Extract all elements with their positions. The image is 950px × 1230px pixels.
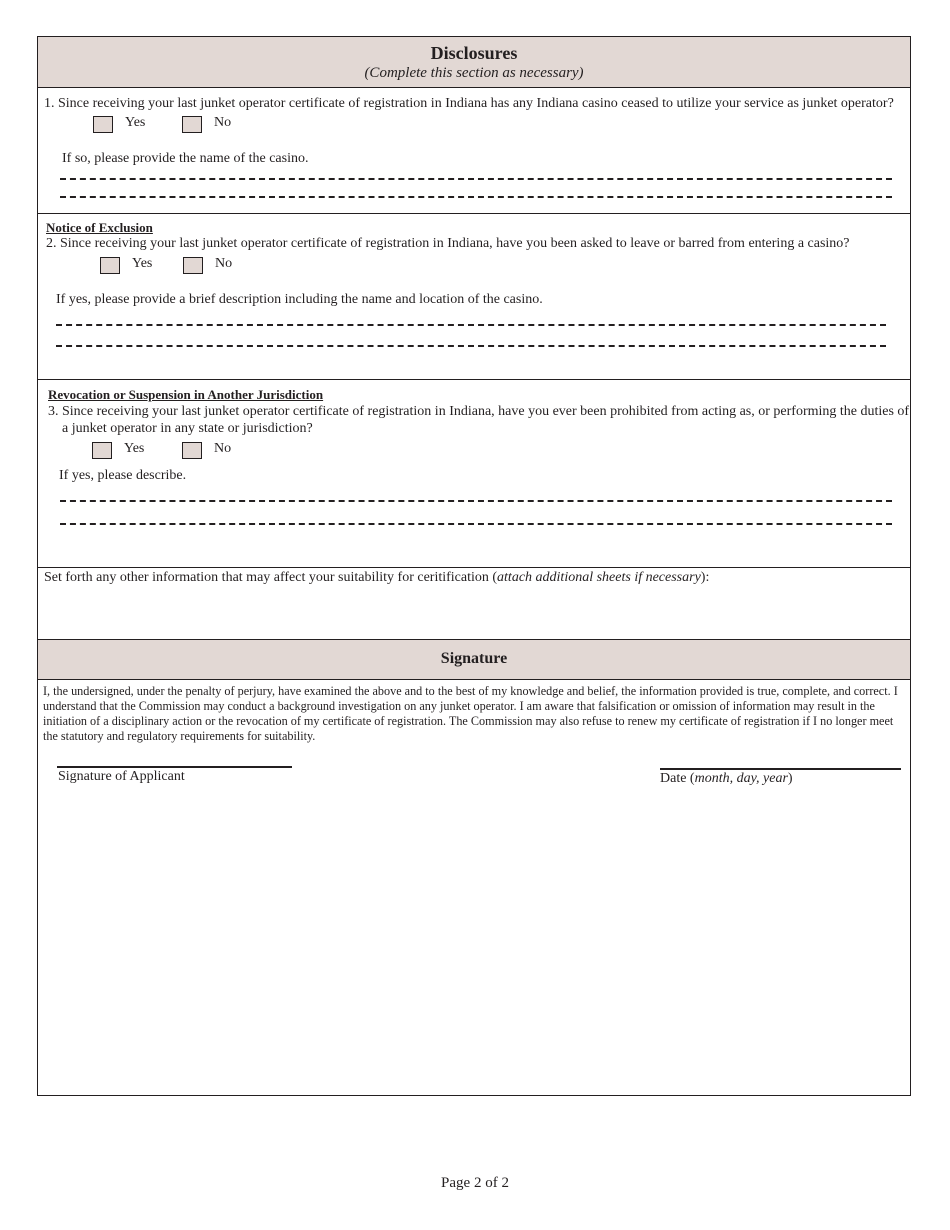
q2-yes-checkbox[interactable] xyxy=(100,257,120,274)
applicant-signature-line[interactable] xyxy=(57,766,292,768)
question-1-section xyxy=(38,88,910,214)
page-number: Page 2 of 2 xyxy=(441,1175,509,1191)
disclosures-header xyxy=(38,37,910,88)
question-1-text: 1. Since receiving your last junket operator certificate of registration in Indiana has any Indiana casino ceased to utilize your service as junket operator? xyxy=(44,96,894,111)
q1-answer-line-1[interactable] xyxy=(60,178,892,180)
q3-no-checkbox[interactable] xyxy=(182,442,202,459)
perjury-declaration: I, the undersigned, under the penalty of perjury, have examined the above and to the best of my knowledge and belief, the information provided is true, complete, and correct. I understand that the Commission may conduct a background investigation on any junket operator. I am aware that falsification or omission of information may result in the initiation of a disciplinary action or the revocation of my certificate of registration. The Commission may also refuse to renew my certificate of registration if I no longer meet the statutory and regulatory requirements for suitability. xyxy=(43,684,898,743)
q2-answer-line-1[interactable] xyxy=(56,324,886,326)
q1-yes-checkbox[interactable] xyxy=(93,116,113,133)
q1-no-checkbox[interactable] xyxy=(182,116,202,133)
date-label: Date (month, day, year) xyxy=(660,771,793,786)
notice-of-exclusion-heading: Notice of Exclusion xyxy=(46,220,153,235)
signature-header xyxy=(38,640,910,680)
signature-title: Signature xyxy=(440,650,508,667)
date-signature-line[interactable] xyxy=(660,768,901,770)
q1-answer-line-2[interactable] xyxy=(60,196,892,198)
question-2-section xyxy=(38,214,910,380)
q1-followup-text: If so, please provide the name of the casino. xyxy=(62,151,309,166)
disclosures-subtitle: (Complete this section as necessary) xyxy=(364,65,584,81)
question-3-section xyxy=(38,380,910,568)
disclosures-title: Disclosures xyxy=(430,43,518,63)
other-information-prompt: Set forth any other information that may affect your suitability for ceritification (attach additional sheets if necessary): xyxy=(44,570,710,585)
q1-no-label: No xyxy=(214,115,232,130)
question-2-text: 2. Since receiving your last junket operator certificate of registration in Indiana, have you been asked to leave or barred from entering a casino? xyxy=(46,236,850,251)
q2-no-checkbox[interactable] xyxy=(183,257,203,274)
q3-answer-line-1[interactable] xyxy=(60,500,892,502)
q2-yes-label: Yes xyxy=(132,256,153,271)
q2-followup-text: If yes, please provide a brief description including the name and location of the casino. xyxy=(56,292,543,307)
junket-renewal-form-page xyxy=(37,36,911,1096)
revocation-heading: Revocation or Suspension in Another Jurisdiction xyxy=(48,387,324,402)
q3-answer-line-2[interactable] xyxy=(60,523,892,525)
q1-yes-label: Yes xyxy=(125,115,146,130)
question-3-text-line-2: a junket operator in any state or jurisdiction? xyxy=(62,421,313,436)
q2-answer-line-2[interactable] xyxy=(56,345,886,347)
applicant-signature-label: Signature of Applicant xyxy=(58,769,185,784)
q3-followup-text: If yes, please describe. xyxy=(59,468,187,483)
q2-no-label: No xyxy=(215,256,233,271)
q3-yes-checkbox[interactable] xyxy=(92,442,112,459)
question-3-text-line-1: 3. Since receiving your last junket operator certificate of registration in Indiana, have you ever been prohibited from acting as, or performing the duties of xyxy=(48,404,910,419)
q3-yes-label: Yes xyxy=(124,441,145,456)
q3-no-label: No xyxy=(214,441,232,456)
other-information-section xyxy=(38,568,910,640)
